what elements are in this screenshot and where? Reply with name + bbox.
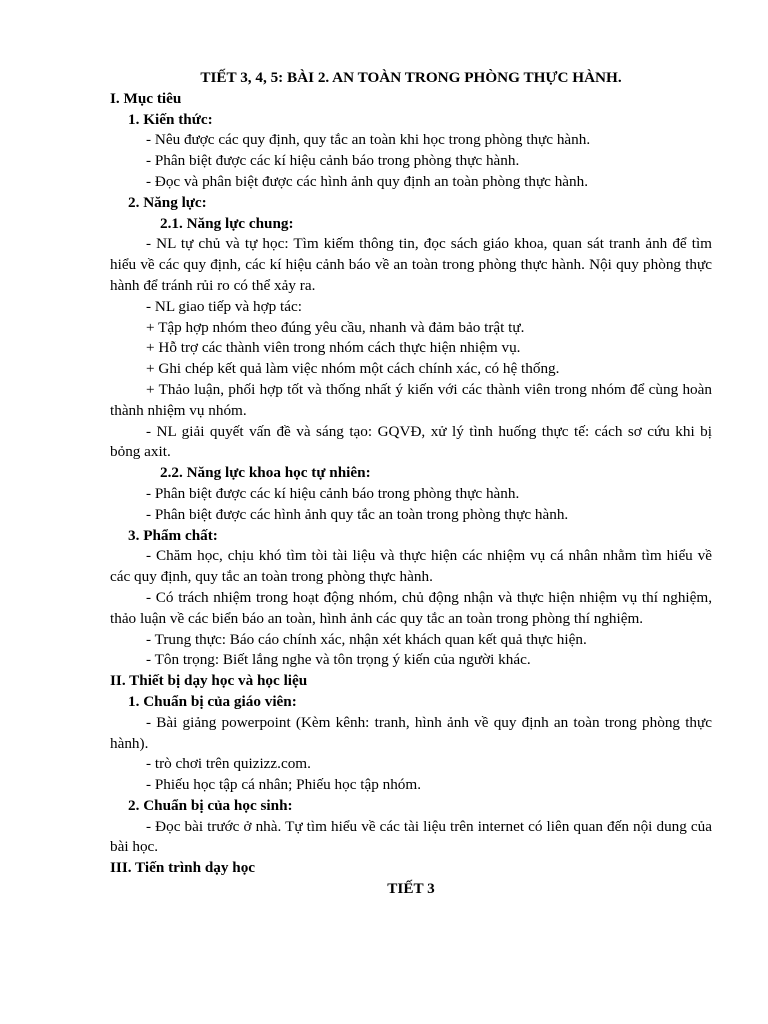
list-item: - NL tự chủ và tự học: Tìm kiếm thông tin, đọc sách giáo khoa, quan sát tranh ảnh để tìm hiểu về các quy định, các kí hiệu cảnh báo về an toàn trong phòng thực hành. Nội quy phòng thực hành để tránh rủi ro có thể xảy ra. [110, 235, 712, 294]
list-item: - Có trách nhiệm trong hoạt động nhóm, chủ động nhận và thực hiện nhiệm vụ thí nghiệm, thảo luận về các biển báo an toàn, hình ảnh các quy tắc an toàn trong phòng thí nghiệm. [110, 588, 712, 627]
section-heading-process: III. Tiến trình dạy học [110, 859, 256, 877]
subheading-quality: 3. Phẩm chất: [128, 526, 218, 544]
section-heading-equipment: II. Thiết bị dạy học và học liệu [110, 672, 308, 690]
subheading-general-competence: 2.1. Năng lực chung: [160, 214, 294, 232]
list-item: - Bài giảng powerpoint (Kèm kênh: tranh, hình ảnh về quy định an toàn trong phòng thực hành). [110, 713, 712, 752]
student-prep-list [110, 817, 712, 859]
quality-list [110, 546, 712, 671]
list-item: + Thảo luận, phối hợp tốt và thống nhất ý kiến với các thành viên trong nhóm để cùng hoàn thành nhiệm vụ nhóm. [110, 380, 712, 419]
list-item: + Ghi chép kết quả làm việc nhóm một cách chính xác, có hệ thống. [146, 360, 560, 378]
list-item: - Phiếu học tập cá nhân; Phiếu học tập nhóm. [146, 776, 421, 794]
science-competence-list [110, 484, 712, 526]
knowledge-list [110, 130, 712, 192]
list-item: - Phân biệt được các kí hiệu cảnh báo trong phòng thực hành. [146, 152, 520, 170]
list-item: + Tập hợp nhóm theo đúng yêu cầu, nhanh và đảm bảo trật tự. [146, 318, 525, 336]
list-item: - Đọc và phân biệt được các hình ảnh quy định an toàn phòng thực hành. [146, 172, 589, 190]
list-item: - Nêu được các quy định, quy tắc an toàn khi học trong phòng thực hành. [146, 131, 591, 149]
list-item: - trò chơi trên quizizz.com. [146, 755, 311, 773]
document-title: TIẾT 3, 4, 5: BÀI 2. AN TOÀN TRONG PHÒNG THỰC HÀNH. [200, 69, 622, 86]
list-item: - Phân biệt được các hình ảnh quy tắc an toàn trong phòng thực hành. [146, 505, 569, 523]
subheading-science-competence: 2.2. Năng lực khoa học tự nhiên: [160, 464, 371, 482]
teacher-prep-list [110, 713, 712, 796]
subheading-teacher-prep: 1. Chuẩn bị của giáo viên: [128, 692, 297, 710]
list-item: - NL giao tiếp và hợp tác: [146, 297, 302, 315]
list-item: - NL giải quyết vấn đề và sáng tạo: GQVĐ, xử lý tình huống thực tế: cách sơ cứu khi bị bỏng axit. [110, 422, 712, 461]
section-heading-objectives: I. Mục tiêu [110, 89, 182, 107]
subheading-competence: 2. Năng lực: [128, 193, 207, 211]
list-item: - Tôn trọng: Biết lắng nghe và tôn trọng ý kiến của người khác. [146, 651, 531, 669]
subheading-knowledge: 1. Kiến thức: [128, 110, 213, 128]
general-competence-list [110, 234, 712, 463]
list-item: - Phân biệt được các kí hiệu cảnh báo trong phòng thực hành. [146, 484, 520, 502]
period-heading: TIẾT 3 [387, 880, 435, 898]
document-page [110, 68, 712, 900]
list-item: - Đọc bài trước ở nhà. Tự tìm hiểu về các tài liệu trên internet có liên quan đến nội dung của bài học. [110, 817, 712, 856]
list-item: + Hỗ trợ các thành viên trong nhóm cách thực hiện nhiệm vụ. [146, 339, 521, 357]
subheading-student-prep: 2. Chuẩn bị của học sinh: [128, 796, 293, 814]
list-item: - Trung thực: Báo cáo chính xác, nhận xét khách quan kết quả thực hiện. [146, 630, 587, 648]
list-item: - Chăm học, chịu khó tìm tòi tài liệu và thực hiện các nhiệm vụ cá nhân nhằm tìm hiểu về các quy định, quy tắc an toàn trong phòng thực hành. [110, 547, 712, 586]
